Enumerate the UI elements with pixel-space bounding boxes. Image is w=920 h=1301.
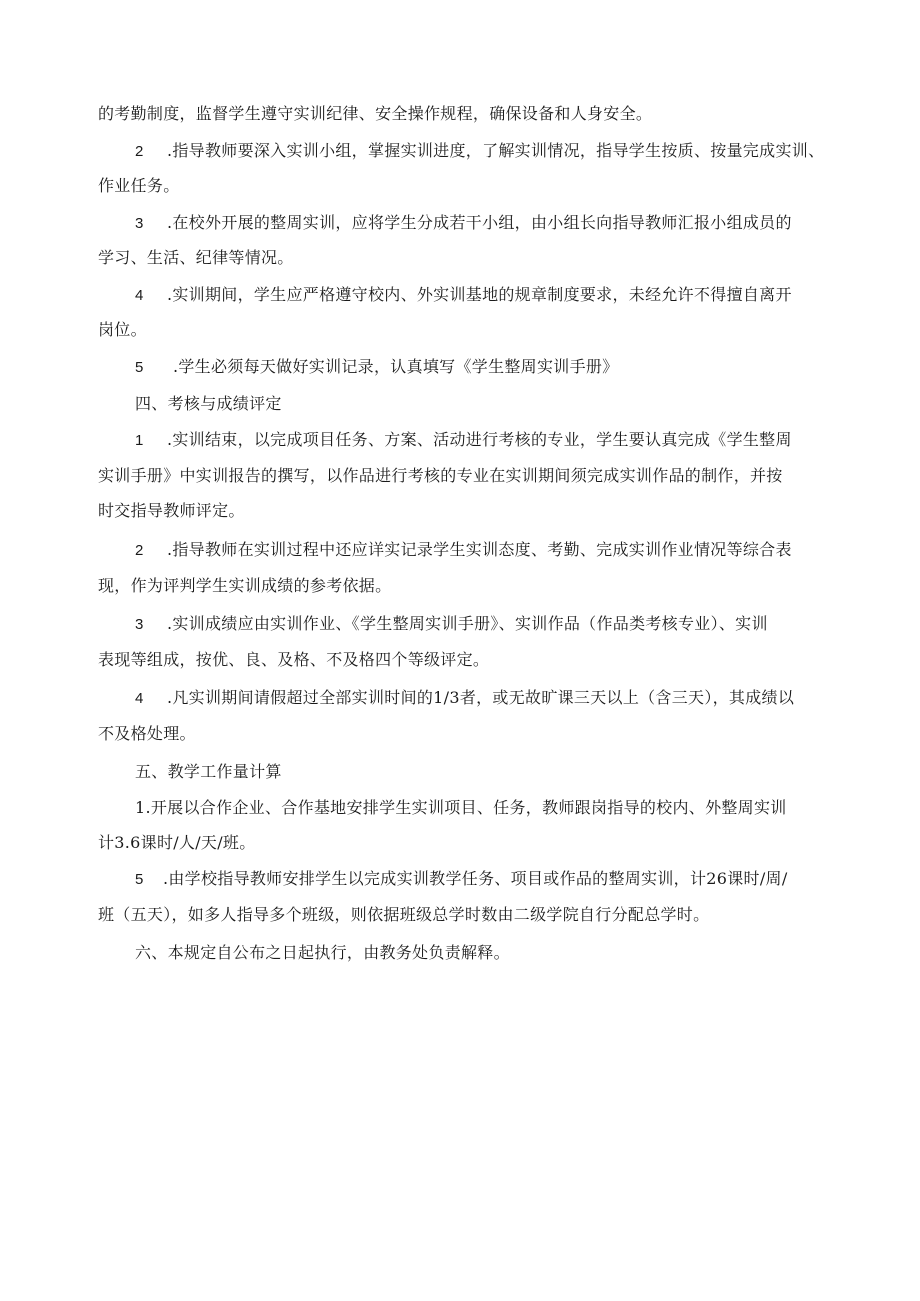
list-item-3 [135, 614, 768, 635]
list-item-4 [135, 285, 792, 306]
line-text: 岗位。 [98, 320, 147, 339]
line-text: 不及格处理。 [98, 724, 196, 743]
paragraph-line [98, 248, 294, 268]
list-item-4 [135, 688, 794, 709]
line-text: .凡实训期间请假超过全部实训时间的1/3者，或无故旷课三天以上（含三天），其成绩以 [167, 688, 795, 707]
section-heading-4 [135, 394, 282, 414]
paragraph-line [98, 176, 180, 196]
item-number: 2 [135, 143, 144, 160]
item-number: 3 [135, 215, 144, 232]
line-text: 现，作为评判学生实训成绩的参考依据。 [98, 576, 392, 595]
item-number: 4 [135, 690, 144, 707]
line-text: .指导教师在实训过程中还应详实记录学生实训态度、考勤、完成实训作业情况等综合表 [167, 540, 792, 559]
paragraph-line [98, 501, 245, 521]
line-text: .实训成绩应由实训作业、《学生整周实训手册》、实训作品（作品类考核专业）、实训 [167, 614, 768, 633]
line-text: 作业任务。 [98, 176, 180, 195]
list-item-2 [135, 141, 824, 162]
line-text: .实训期间，学生应严格遵守校内、外实训基地的规章制度要求，未经允许不得擅自离开 [167, 285, 792, 304]
line-text: 时交指导教师评定。 [98, 501, 245, 520]
list-item-1 [135, 430, 792, 451]
paragraph-line [98, 320, 147, 340]
line-text: .学生必须每天做好实训记录，认真填写《学生整周实训手册》 [173, 357, 619, 376]
line-text: .在校外开展的整周实训，应将学生分成若干小组，由小组长向指导教师汇报小组成员的 [167, 213, 792, 232]
line-text: 的考勤制度，监督学生遵守实训纪律、安全操作规程，确保设备和人身安全。 [98, 104, 653, 123]
paragraph-line [98, 905, 709, 925]
line-text: .由学校指导教师安排学生以完成实训教学任务、项目或作品的整周实训，计26课时/周/ [163, 869, 788, 888]
paragraph-line [98, 576, 391, 596]
list-item-1 [135, 798, 787, 818]
section-heading-6 [135, 943, 510, 963]
item-number: 3 [135, 616, 144, 633]
line-text: 四、考核与成绩评定 [135, 394, 282, 413]
line-text: 计3.6课时/人/天/班。 [98, 833, 256, 852]
list-item-3 [135, 213, 792, 234]
list-item-5 [135, 357, 619, 378]
line-text: 实训手册》中实训报告的撰写，以作品进行考核的专业在实训期间须完成实训作品的制作，并按 [98, 466, 783, 485]
paragraph-line [98, 724, 196, 744]
line-text: 班（五天），如多人指导多个班级，则依据班级总学时数由二级学院自行分配总学时。 [98, 905, 710, 924]
line-text: 学习、生活、纪律等情况。 [98, 248, 294, 267]
line-text: .指导教师要深入实训小组，掌握实训进度，了解实训情况，指导学生按质、按量完成实训、 [167, 141, 825, 160]
paragraph-line [98, 650, 489, 670]
line-text: 五、教学工作量计算 [135, 762, 282, 781]
paragraph-line [98, 833, 256, 853]
line-text: 六、本规定自公布之日起执行，由教务处负责解释。 [135, 943, 510, 962]
paragraph-line [98, 466, 783, 486]
item-number: 2 [135, 542, 144, 559]
list-item-2 [135, 540, 792, 561]
paragraph-line [98, 104, 652, 124]
line-text: 1.开展以合作企业、合作基地安排学生实训项目、任务，教师跟岗指导的校内、外整周实训 [135, 798, 787, 817]
line-text: .实训结束，以完成项目任务、方案、活动进行考核的专业，学生要认真完成《学生整周 [167, 430, 792, 449]
item-number: 5 [135, 359, 144, 376]
list-item-5 [135, 869, 788, 890]
item-number: 5 [135, 871, 144, 888]
line-text: 表现等组成，按优、良、及格、不及格四个等级评定。 [98, 650, 490, 669]
section-heading-5 [135, 762, 282, 782]
item-number: 4 [135, 287, 144, 304]
item-number: 1 [135, 432, 144, 449]
